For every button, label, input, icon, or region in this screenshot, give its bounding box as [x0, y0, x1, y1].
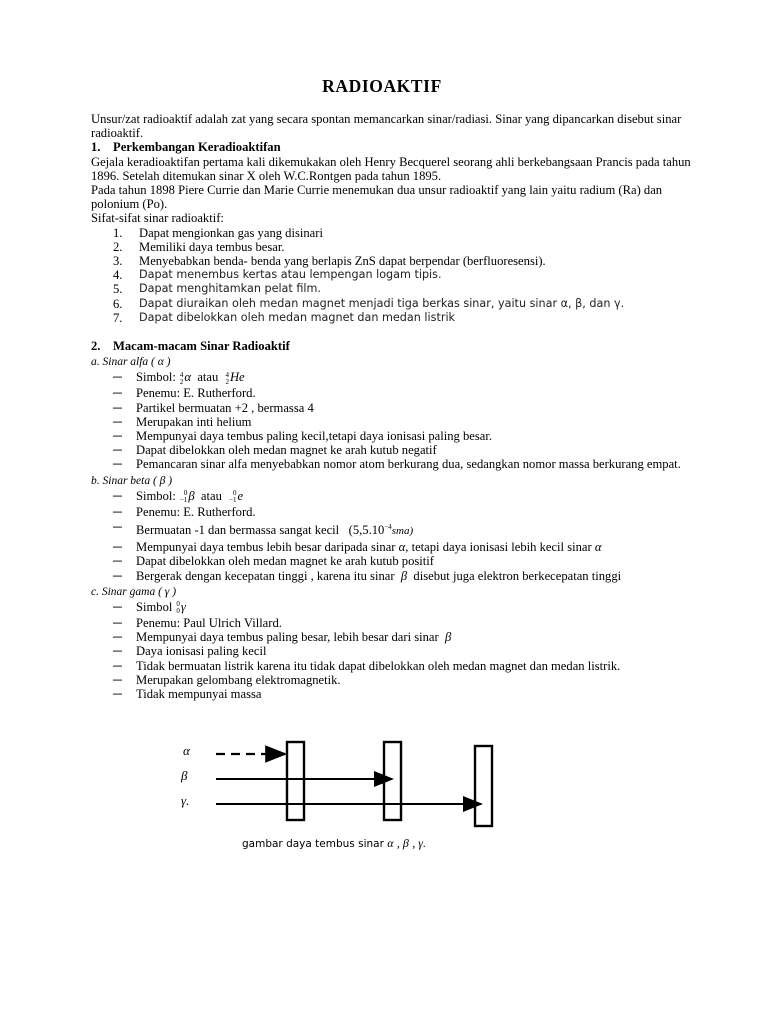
page-title: RADIOAKTIF [322, 76, 442, 96]
alfa-subheading: a. Sinar alfa ( α ) [91, 356, 171, 369]
list-item: ─ Penemu: E. Rutherford. [113, 386, 256, 401]
paper-barrier [287, 742, 304, 820]
list-item: 3. Menyebabkan benda- benda yang berlapis ZnS dapat berpendar (berfluoresensi). [113, 254, 546, 269]
list-item: 4. Dapat menembus kertas atau lempengan logam tipis. [113, 268, 442, 283]
list-item: 1. Dapat mengionkan gas yang disinari [113, 225, 323, 240]
gama-symbol: ─ Simbol 0 0γ [113, 600, 186, 616]
diagram-caption: gambar daya tembus sinar α , β , γ. [242, 836, 426, 850]
list-item: ─ Penemu: E. Rutherford. [113, 504, 256, 519]
properties-heading: Sifat-sifat sinar radioaktif: [91, 211, 224, 226]
list-item: ─ Partikel bermuatan +2 , bermassa 4 [113, 400, 314, 415]
list-item: ─ Penemu: Paul Ulrich Villard. [113, 616, 282, 631]
properties-list [91, 226, 691, 325]
list-item: 6. Dapat diuraikan oleh medan magnet menjadi tiga berkas sinar, yaitu sinar α, β, dan γ. [113, 296, 625, 311]
gamma-label: γ. [181, 793, 190, 808]
list-item: ─ Dapat dibelokkan oleh medan magnet ke arah kutub positif [113, 554, 434, 569]
list-item: ─ Merupakan gelombang elektromagnetik. [113, 672, 341, 687]
section-1-heading: 1. Perkembangan Keradioaktifan [91, 140, 281, 155]
list-item: ─ Dapat dibelokkan oleh medan magnet ke arah kutub negatif [113, 443, 437, 458]
section-2-heading: 2. Macam-macam Sinar Radioaktif [91, 339, 290, 354]
document-body [91, 112, 691, 701]
list-item: 5. Dapat menghitamkan pelat film. [113, 282, 321, 297]
list-item: ─ Bergerak dengan kecepatan tinggi , karena itu sinar β disebut juga elektron berkecepatan tinggi [113, 568, 622, 583]
intro-paragraph: Unsur/zat radioaktif adalah zat yang secara spontan memancarkan sinar/radiasi. Sinar yang dipancarkan disebut sinar radioaktif. [91, 112, 682, 141]
list-item: 2. Memiliki daya tembus besar. [113, 239, 285, 254]
alfa-symbol: ─ Simbol: 4 2α atau 4 2He [113, 370, 245, 386]
list-item: ─ Tidak mempunyai massa [113, 687, 262, 702]
beta-label: β [181, 768, 188, 783]
list-item: ─ Mempunyai daya tembus paling kecil,tetapi daya ionisasi paling besar. [113, 429, 493, 444]
list-item: ─ Mempunyai daya tembus lebih besar daripada sinar α, tetapi daya ionisasi lebih kecil sinar α [113, 540, 602, 555]
list-item: ─ Merupakan inti helium [113, 414, 252, 429]
penetration-diagram [176, 735, 506, 865]
gama-list [91, 599, 691, 701]
alfa-list [91, 369, 691, 471]
list-item: ─ Bermuatan -1 dan bermassa sangat kecil $(5,5.10^{-4}sma)$ [113, 520, 414, 538]
metal-barrier [384, 742, 401, 820]
list-item: ─ Pemancaran sinar alfa menyebabkan nomor atom berkurang dua, sedangkan nomor massa berkurang empat. [113, 457, 681, 472]
list-item: ─ Mempunyai daya tembus paling besar, lebih besar dari sinar β [113, 630, 452, 645]
beta-subheading: b. Sinar beta ( β ) [91, 474, 173, 487]
section-1-paragraph-2: Pada tahun 1898 Piere Currie dan Marie Currie menemukan dua unsur radioaktif yang lain yaitu radium (Ra) dan polonium (Po). [91, 183, 663, 212]
section-1-paragraph-1: Gejala keradioaktifan pertama kali dikemukakan oleh Henry Becquerel seorang ahli berkebangsaan Prancis pada tahun 1896. Setelah ditemukan sinar X oleh W.C.Rontgen pada tahun 1895. [91, 154, 691, 183]
list-item: 7. Dapat dibelokkan oleh medan magnet dan medan listrik [113, 310, 456, 325]
alpha-label: α [183, 743, 190, 758]
list-item: ─ Tidak bermuatan listrik karena itu tidak dapat dibelokkan oleh medan magnet dan medan listrik. [113, 658, 621, 673]
gama-subheading: c. Sinar gama ( γ ) [91, 585, 177, 598]
lead-barrier [475, 746, 492, 826]
beta-list [91, 488, 691, 583]
list-item: ─ Daya ionisasi paling kecil [113, 644, 267, 659]
beta-symbol: ─ Simbol: 0 −1β atau 0 −1e [113, 488, 244, 504]
